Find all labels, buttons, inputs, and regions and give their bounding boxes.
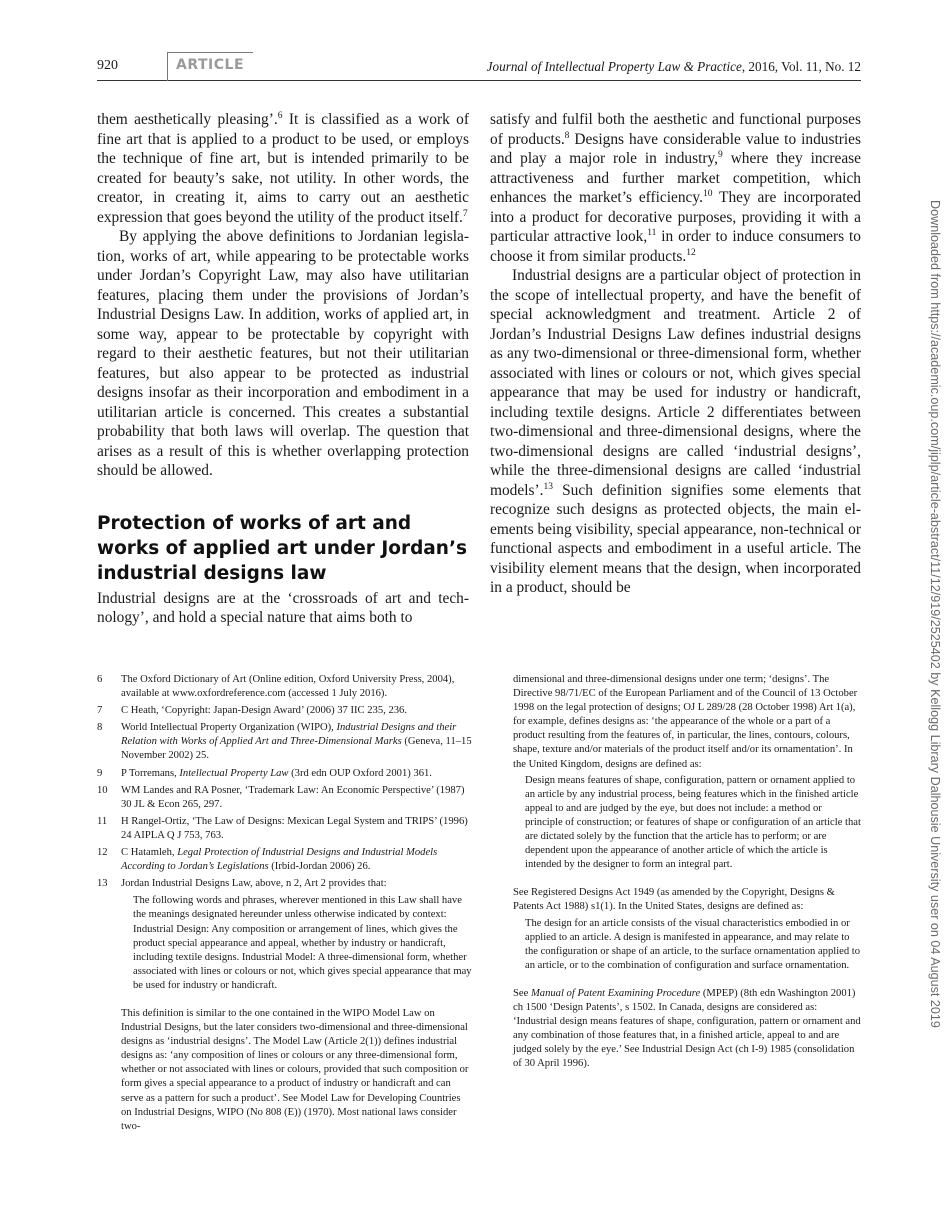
paragraph: Industrial designs are at the ‘crossroads of art and technology’, and hold a special nature that aims both to [97, 589, 469, 626]
paragraph: By applying the above definitions to Jordanian legislation, works of art, while appearing to be protectable works under Jordan’s Copyright Law, may also have utilitarian features, placing them under the provisions of Jordan’s Industrial Designs Law. In addition, works of applied art, in some way, appear to be protectable by copyright with regard to their aesthetic features, but not their utilitarian features, but also appear to be protected as industrial designs insofar as their incorporation and embodiment in a utilitarian article is concerned. This creates a substantial probability that both laws will overlap. The question that arises as a result of this is whether overlapping protection should be allowed. [97, 228, 469, 479]
journal-citation [487, 59, 861, 75]
journal-title: Journal of Intellectual Property Law & Practice [486, 59, 742, 74]
footnote-paragraph: See Registered Designs Act 1949 (as amended by the Copyright, Designs & Patents Act 1988) s1(1). In the United States, designs are defined as: [513, 887, 835, 913]
footnote-ref[interactable]: 13 [543, 481, 553, 492]
footnote-ref[interactable]: 7 [462, 208, 468, 219]
footnote-paragraph: dimensional and three-dimensional designs under one term; ‘designs’. The Directive 98/71/EC of the European Parliament and of the Council of 13 October 1998 on the legal protection of designs; OJ L 289/28 (28 October 1998) Art 1(a), for example, defines designs as: ‘the appearance of the whole or a part of a product resulting from the features of, in particular, the lines, contours, colours, shape, texture and/or materials of the product itself and/or its ornamentation’. In the United Kingdom, designs are defined as: [513, 674, 858, 770]
footnote-11: 11 H Rangel-Ortiz, ‘The Law of Designs: Mexican Legal System and TRIPS’ (1996) 24 AIPLA Q J 753, 763. [97, 815, 468, 841]
footnote-6: 6 The Oxford Dictionary of Art (Online edition, Oxford University Press, 2004), available at www.oxfordreference.com (accessed 1 July 2016). [97, 674, 455, 700]
footnotes-left [97, 673, 472, 1134]
footnote-paragraph: See Manual of Patent Examining Procedure (MPEP) (8th edn Washington 2001) ch 1500 ‘Design Patents’, s 1502. In Canada, designs are considered as: ‘Industrial design means features of shape, configuration, pattern or ornament and any combination of those features that, in a finished article, appeal to and are judged solely by the eye.’ See Industrial Design Act (ch I-9) 1985 (consolidation of 30 April 1996). [513, 987, 861, 1070]
footnote-ref[interactable]: 9 [718, 149, 723, 160]
block-quote: The following words and phrases, wherever mentioned in this Law shall have the meanings designated hereunder unless otherwise indicated by context: Industrial Design: Any composition or arrangement of lines, which gives the product special appearance and appeal, whether by industry or handicraft, including textile designs. Industrial Model: A three-dimensional form, whether associated with lines or colours or not, which gives special appearance that may be used for industry or handicraft. [133, 895, 472, 991]
paragraph: satisfy and fulfil both the aesthetic and functional purposes of products.$^8$ Designs have considerable value to industries and play a major role in industry,$^9$ where they increase attractiveness and further market competition, which enhances the market’s efficiency.$^{10}$ They are incorporated into a product for decorative purposes, providing it with a particular attractive look,$^{11}$ in order to induce consumers to choose it from similar products.$^{12}$ [490, 111, 861, 265]
block-quote: Design means features of shape, configuration, pattern or ornament applied to an article by any industrial process, being features which in the finished article appeal to and are judged by the eye, but does not include: a method or principle of construction; or features of shape or configuration of an article that are dictated solely by the function that the article has to perform; or are dependent upon the appearance of another article of which the article is intended by the designer to form an integral part. [525, 774, 861, 871]
journal-issue: , 2016, Vol. 11, No. 12 [741, 59, 861, 74]
page-number: 920 [97, 58, 118, 73]
footnote-8: 8 World Intellectual Property Organization (WIPO), Industrial Designs and their Relation with Works of Applied Art and Three-Dimensional Marks (Geneva, 11–15 November 2002) 25. [97, 722, 472, 762]
footnote-9: 9 P Torremans, Intellectual Property Law (3rd edn OUP Oxford 2001) 361. [97, 767, 432, 779]
running-header [97, 52, 861, 81]
footnote-ref[interactable]: 6 [277, 110, 283, 121]
footnote-ref[interactable]: 12 [686, 247, 696, 258]
footnote-10: 10 WM Landes and RA Posner, ‘Trademark Law: An Economic Perspective’ (1987) 30 JL & Econ 265, 297. [97, 784, 465, 810]
footnote-13-continuation: This definition is similar to the one contained in the WIPO Model Law on Industrial Designs, but the later considers two-dimensional and three-dimensional designs as ‘industrial designs’. The Model Law (Article 2(1)) defines industrial designs as: ‘any composition of lines or colours or any three-dimensional form, whether or not associated with lines or colours, provided that such composition or form gives a special appearance to a product of industry or handicraft and can serve as a pattern for such a product’. See Model Law for Developing Countries on Industrial Designs, WIPO (No 808 (E)) (1970). Most national laws consider two- [121, 1007, 469, 1132]
section-label: ARTICLE [176, 57, 245, 73]
footnote-12: 12 C Hatamleh, Legal Protection of Industrial Designs and Industrial Models According to Jordan’s Legislations (Irbid-Jordan 2006) 26. [97, 847, 438, 873]
section-heading: Protection of works of art and works of applied art under Jordan’s industrial designs law [97, 512, 467, 584]
body-column-left [97, 110, 469, 628]
block-quote: The design for an article consists of the visual characteristics embodied in or applied to an article. A design is manifested in appearance, and may relate to the configuration or shape of an article, to the surface ornamentation applied to an article, or to the combination of configuration and surface ornamentation. [525, 917, 861, 971]
body-column-right [490, 110, 861, 598]
footnote-ref[interactable]: 11 [647, 227, 657, 238]
footnote-7: 7 C Heath, ‘Copyright: Japan-Design Award’ (2006) 37 IIC 235, 236. [97, 705, 407, 717]
paragraph: Industrial designs are a particular object of protection in the scope of intellectual property, and have the benefit of special acknowledgment and treatment. Article 2 of Jordan’s Industrial Designs Law defines industrial designs as any two-dimensional or three-dimensional form, whether associated with lines or colours or not, which gives special appearance that may be used for industry or handicraft, including textile designs. Article 2 differentiates between two-dimensional and three-dimensional designs, where the two-dimensional designs are called ‘industrial designs’, while the three-dimensional designs are called ‘industrial models’.$^{13}$ Such definition signifies some elements that recognize such designs as protected objects, the main elements being visibility, special appearance, non-technical or functional aspects and embodiment in a useful article. The visibility element means that the design, when incorporated in a product, should be [490, 267, 861, 596]
footnote-13: 13 Jordan Industrial Designs Law, above, n 2, Art 2 provides that: The following words and phrases, wherever mentioned in this Law shall have the meanings designated hereunder unless otherwise indicated by context: Industrial Design: Any composition or arrangement of lines, which gives the product special appearance and appeal, whether by industry or handicraft, including textile designs. Industrial Model: A three-dimensional form, whether associated with lines or colours or not, which gives special appearance that may be used for industry or handicraft. [97, 877, 472, 993]
section-box [167, 52, 253, 81]
paragraph: them aesthetically pleasing’.$^6$ It is classified as a work of fine art that is applied to a product to be used, or employs the technique of fine art, but is intended primarily to be created for beauty’s sake, not utility. In other words, the creator, in creating it, aims to carry out an aesthetic expression that goes beyond the utility of the product itself.$^7$ [97, 110, 469, 226]
footnote-ref[interactable]: 8 [564, 130, 570, 141]
footnotes-right [513, 673, 861, 1071]
footnote-ref[interactable]: 10 [702, 188, 713, 199]
download-watermark: Downloaded from https://academic.oup.com/jiplp/article-abstract/11/12/919/2525402 by Kellogg Library Dalhousie University user on 04 August 2019 [928, 200, 942, 1028]
